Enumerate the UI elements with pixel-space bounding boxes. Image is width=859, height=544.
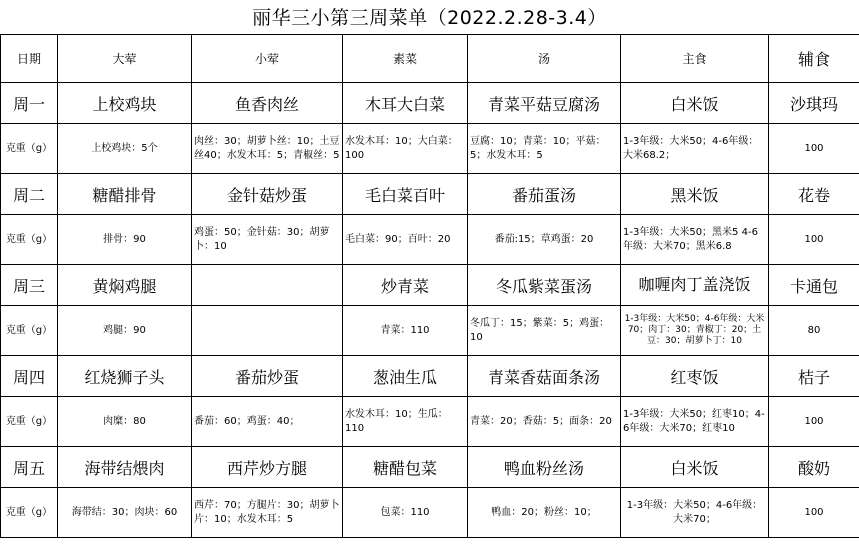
dish-cell: 红枣饭 (621, 356, 769, 397)
header-vegetable: 素菜 (343, 35, 468, 83)
dish-cell: 毛白菜百叶 (343, 174, 468, 215)
header-staple: 主食 (621, 35, 769, 83)
weight-cell: 排骨：90 (58, 215, 192, 265)
dish-cell: 木耳大白菜 (343, 83, 468, 124)
dish-cell: 番茄炒蛋 (192, 356, 343, 397)
weight-label: 克重（g） (1, 306, 58, 356)
dish-row (1, 174, 859, 215)
weight-cell: 1-3年级：大米50；黑米5 4-6年级：大米70；黑米6.8 (621, 215, 769, 265)
weight-cell: 毛白菜：90；百叶：20 (343, 215, 468, 265)
weight-cell: 水发木耳：10；大白菜：100 (343, 124, 468, 174)
weight-cell: 1-3年级：大米50；4-6年级：大米70；肉丁：30；青椒丁：20；土豆：30；胡萝卜丁：10 (621, 306, 769, 356)
dish-cell: 海带结煨肉 (58, 447, 192, 488)
weight-cell: 1-3年级：大米50；4-6年级：大米70； (621, 488, 769, 538)
weight-cell: 海带结：30；肉块：60 (58, 488, 192, 538)
weight-cell: 100 (769, 397, 859, 447)
dish-cell: 卡通包 (769, 265, 859, 306)
weight-cell: 肉糜：80 (58, 397, 192, 447)
weight-cell: 80 (769, 306, 859, 356)
dish-cell: 西芹炒方腿 (192, 447, 343, 488)
weight-cell: 1-3年级：大米50；4-6年级：大米68.2； (621, 124, 769, 174)
dish-cell: 鱼香肉丝 (192, 83, 343, 124)
dish-cell: 糖醋包菜 (343, 447, 468, 488)
weight-cell: 番茄：60；鸡蛋：40； (192, 397, 343, 447)
dish-cell: 黄焖鸡腿 (58, 265, 192, 306)
dish-cell: 糖醋排骨 (58, 174, 192, 215)
weight-cell: 100 (769, 124, 859, 174)
dish-cell: 红烧狮子头 (58, 356, 192, 397)
menu-title: 丽华三小第三周菜单（2022.2.28-3.4） (252, 7, 607, 29)
header-snack: 辅食 (769, 35, 859, 83)
menu-table (0, 34, 859, 538)
weight-cell: 水发木耳：10；生瓜：110 (343, 397, 468, 447)
dish-row (1, 265, 859, 306)
weight-cell: 鸭血：20；粉丝：10； (468, 488, 621, 538)
weight-cell: 豆腐：10；青菜：10；平菇：5；水发木耳：5 (468, 124, 621, 174)
weight-cell: 西芹：70；方腿片：30；胡萝卜片：10；水发木耳：5 (192, 488, 343, 538)
day-cell: 周四 (1, 356, 58, 397)
dish-cell: 金针菇炒蛋 (192, 174, 343, 215)
weight-label: 克重（g） (1, 215, 58, 265)
dish-cell: 炒青菜 (343, 265, 468, 306)
header-date: 日期 (1, 35, 58, 83)
weight-cell: 青菜：110 (343, 306, 468, 356)
weight-label: 克重（g） (1, 124, 58, 174)
weight-cell: 鸡腿：90 (58, 306, 192, 356)
weight-row (1, 124, 859, 174)
dish-cell (192, 265, 343, 306)
dish-row (1, 356, 859, 397)
dish-row (1, 83, 859, 124)
dish-cell: 番茄蛋汤 (468, 174, 621, 215)
weight-row (1, 397, 859, 447)
day-cell: 周三 (1, 265, 58, 306)
dish-cell: 鸭血粉丝汤 (468, 447, 621, 488)
dish-cell: 冬瓜紫菜蛋汤 (468, 265, 621, 306)
dish-cell: 花卷 (769, 174, 859, 215)
weight-label: 克重（g） (1, 488, 58, 538)
dish-cell: 沙琪玛 (769, 83, 859, 124)
header-main-meat: 大荤 (58, 35, 192, 83)
weight-cell: 青菜：20；香菇：5；面条：20 (468, 397, 621, 447)
weight-cell: 上校鸡块：5个 (58, 124, 192, 174)
dish-cell: 咖喱肉丁盖浇饭 (621, 265, 769, 306)
dish-cell: 上校鸡块 (58, 83, 192, 124)
dish-cell: 青菜香菇面条汤 (468, 356, 621, 397)
weight-cell (192, 306, 343, 356)
day-cell: 周一 (1, 83, 58, 124)
dish-cell: 白米饭 (621, 447, 769, 488)
weight-cell: 冬瓜丁：15；紫菜：5；鸡蛋：10 (468, 306, 621, 356)
header-side-meat: 小荤 (192, 35, 343, 83)
day-cell: 周二 (1, 174, 58, 215)
header-row (1, 35, 859, 83)
dish-cell: 青菜平菇豆腐汤 (468, 83, 621, 124)
dish-cell: 桔子 (769, 356, 859, 397)
dish-row (1, 447, 859, 488)
weight-label: 克重（g） (1, 397, 58, 447)
dish-cell: 酸奶 (769, 447, 859, 488)
weight-cell: 鸡蛋：50；金针菇：30；胡萝卜：10 (192, 215, 343, 265)
dish-cell: 葱油生瓜 (343, 356, 468, 397)
dish-cell: 黑米饭 (621, 174, 769, 215)
dish-cell: 白米饭 (621, 83, 769, 124)
weight-row (1, 488, 859, 538)
weight-cell: 番茄:15；草鸡蛋：20 (468, 215, 621, 265)
weight-row (1, 215, 859, 265)
weight-cell: 100 (769, 215, 859, 265)
weight-cell: 1-3年级：大米50；红枣10；4-6年级：大米70；红枣10 (621, 397, 769, 447)
weight-cell: 100 (769, 488, 859, 538)
day-cell: 周五 (1, 447, 58, 488)
weight-row (1, 306, 859, 356)
weight-cell: 包菜：110 (343, 488, 468, 538)
weight-cell: 肉丝：30；胡萝卜丝：10；土豆丝40；水发木耳：5；青椒丝：5 (192, 124, 343, 174)
header-soup: 汤 (468, 35, 621, 83)
